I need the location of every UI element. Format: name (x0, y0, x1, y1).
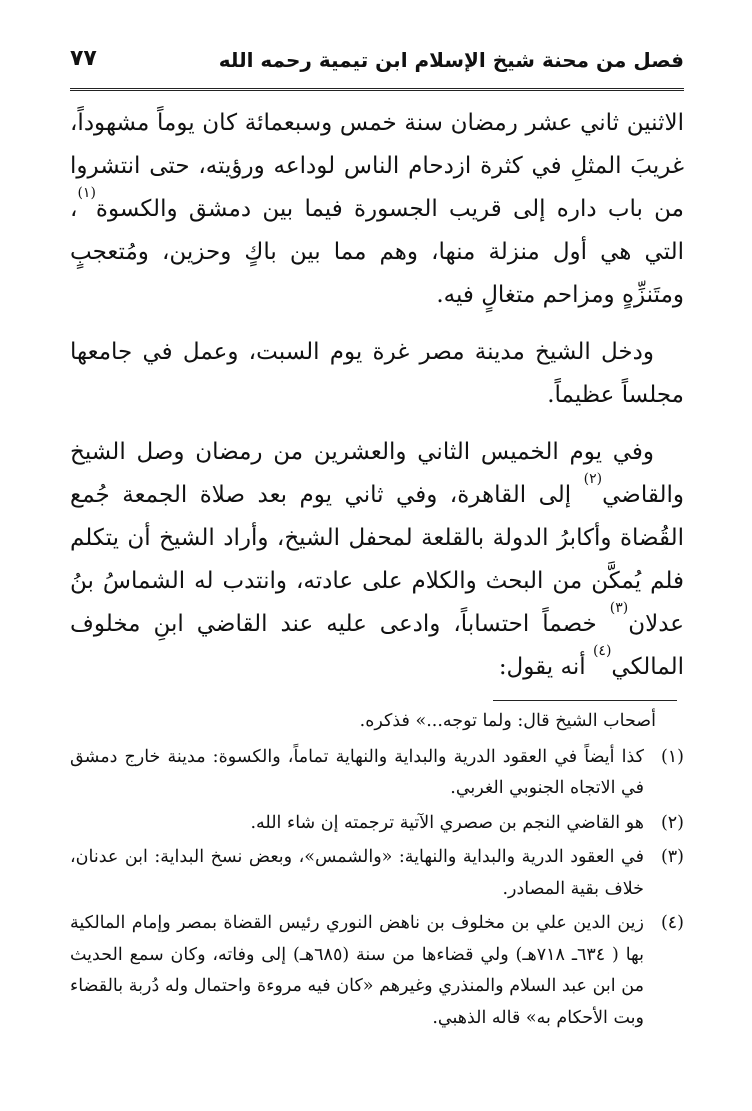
footnotes (70, 706, 684, 1037)
paragraph-3-text-a: وفي يوم الخميس الثاني والعشرين من رمضان وصل الشيخ والقاضي (70, 439, 684, 508)
footnote-text: كذا أيضاً في العقود الدرية والبداية والنهاية تماماً، والكسوة: مدينة خارج دمشق في الاتجاه الجنوبي الغربي. (70, 746, 644, 798)
footnote-3 (70, 842, 684, 905)
paragraph-3-text-b: إلى القاهرة، وفي ثاني يوم بعد صلاة الجمعة جُمع القُضاة وأكابرُ الدولة بالقلعة لمحفل الشيخ، وأراد الشيخ أن يتكلم فلم يُمكَّن من البحث والكلام على عادته، وانتدب له الشماسُ بنُ عدلان (70, 482, 684, 637)
running-header (70, 42, 684, 84)
paragraph-3-text-d: أنه يقول: (498, 654, 593, 680)
footnote-ref-2[interactable]: (٢) (583, 471, 603, 487)
paragraph-3-text-c: خصماً احتساباً، وادعى عليه عند القاضي ابنِ مخلوف المالكي (70, 611, 684, 680)
footnote-number: (١) (660, 746, 684, 767)
chapter-title: فصل من محنة شيخ الإسلام ابن تيمية رحمه الله (218, 48, 684, 72)
header-divider (70, 88, 684, 91)
paragraph-3 (70, 431, 684, 689)
footnote-4 (70, 908, 684, 1034)
footnote-text: هو القاضي النجم بن صصري الآتية ترجمته إن شاء الله. (250, 812, 644, 833)
footnote-ref-4[interactable]: (٤) (592, 643, 612, 659)
paragraph-1-text-b: ، التي هي أول منزلة منها، وهم مما بين باكٍ وحزين، ومُتعجبٍ ومتَنزِّهٍ ومزاحم متغالٍ فيه. (70, 196, 684, 308)
footnote-continuation: أصحاب الشيخ قال: ولما توجه...» فذكره. (359, 711, 656, 731)
paragraph-2: ودخل الشيخ مدينة مصر غرة يوم السبت، وعمل في جامعها مجلساً عظيماً. (70, 339, 684, 408)
footnote-text: في العقود الدرية والبداية والنهاية: «والشمس»، وبعض نسخ البداية: ابن عدنان، خلاف بقية المصادر. (70, 847, 644, 899)
footnote-number: (٢) (660, 812, 684, 833)
footnote-number: (٣) (660, 847, 684, 867)
main-text (70, 102, 684, 703)
page-number: ٧٧ (70, 46, 97, 71)
footnote-number: (٤) (660, 913, 684, 933)
footnote-2 (70, 808, 684, 840)
footnote-text: زين الدين علي بن مخلوف بن ناهض النوري رئيس القضاة بمصر وإمام المالكية بها ( ٦٣٤ـ ٧١٨هـ) ولي قضاءها من سنة (٦٨٥هـ) إلى وفاته، وكان سمع الحديث من ابن عبد السلام والمنذري وغيرهم «كان فيه مروءة واحتمال وله دُربة بالقضاء وبت الأحكام به» قاله الذهبي. (70, 913, 644, 1028)
paragraph-1 (70, 102, 684, 317)
footnote-divider (493, 700, 677, 701)
footnote-ref-1[interactable]: (١) (77, 185, 96, 201)
paragraph-1-text-a: الاثنين ثاني عشر رمضان سنة خمس وسبعمائة كان يوماً مشهوداً، غريبَ المثلِ في كثرة ازدحام الناس لوداعه ورؤيته، حتى انتشروا من باب داره إلى قريب الجسورة فيما بين دمشق والكسوة (70, 110, 684, 222)
footnote-ref-3[interactable]: (٣) (609, 600, 629, 616)
footnote-1 (70, 742, 684, 805)
